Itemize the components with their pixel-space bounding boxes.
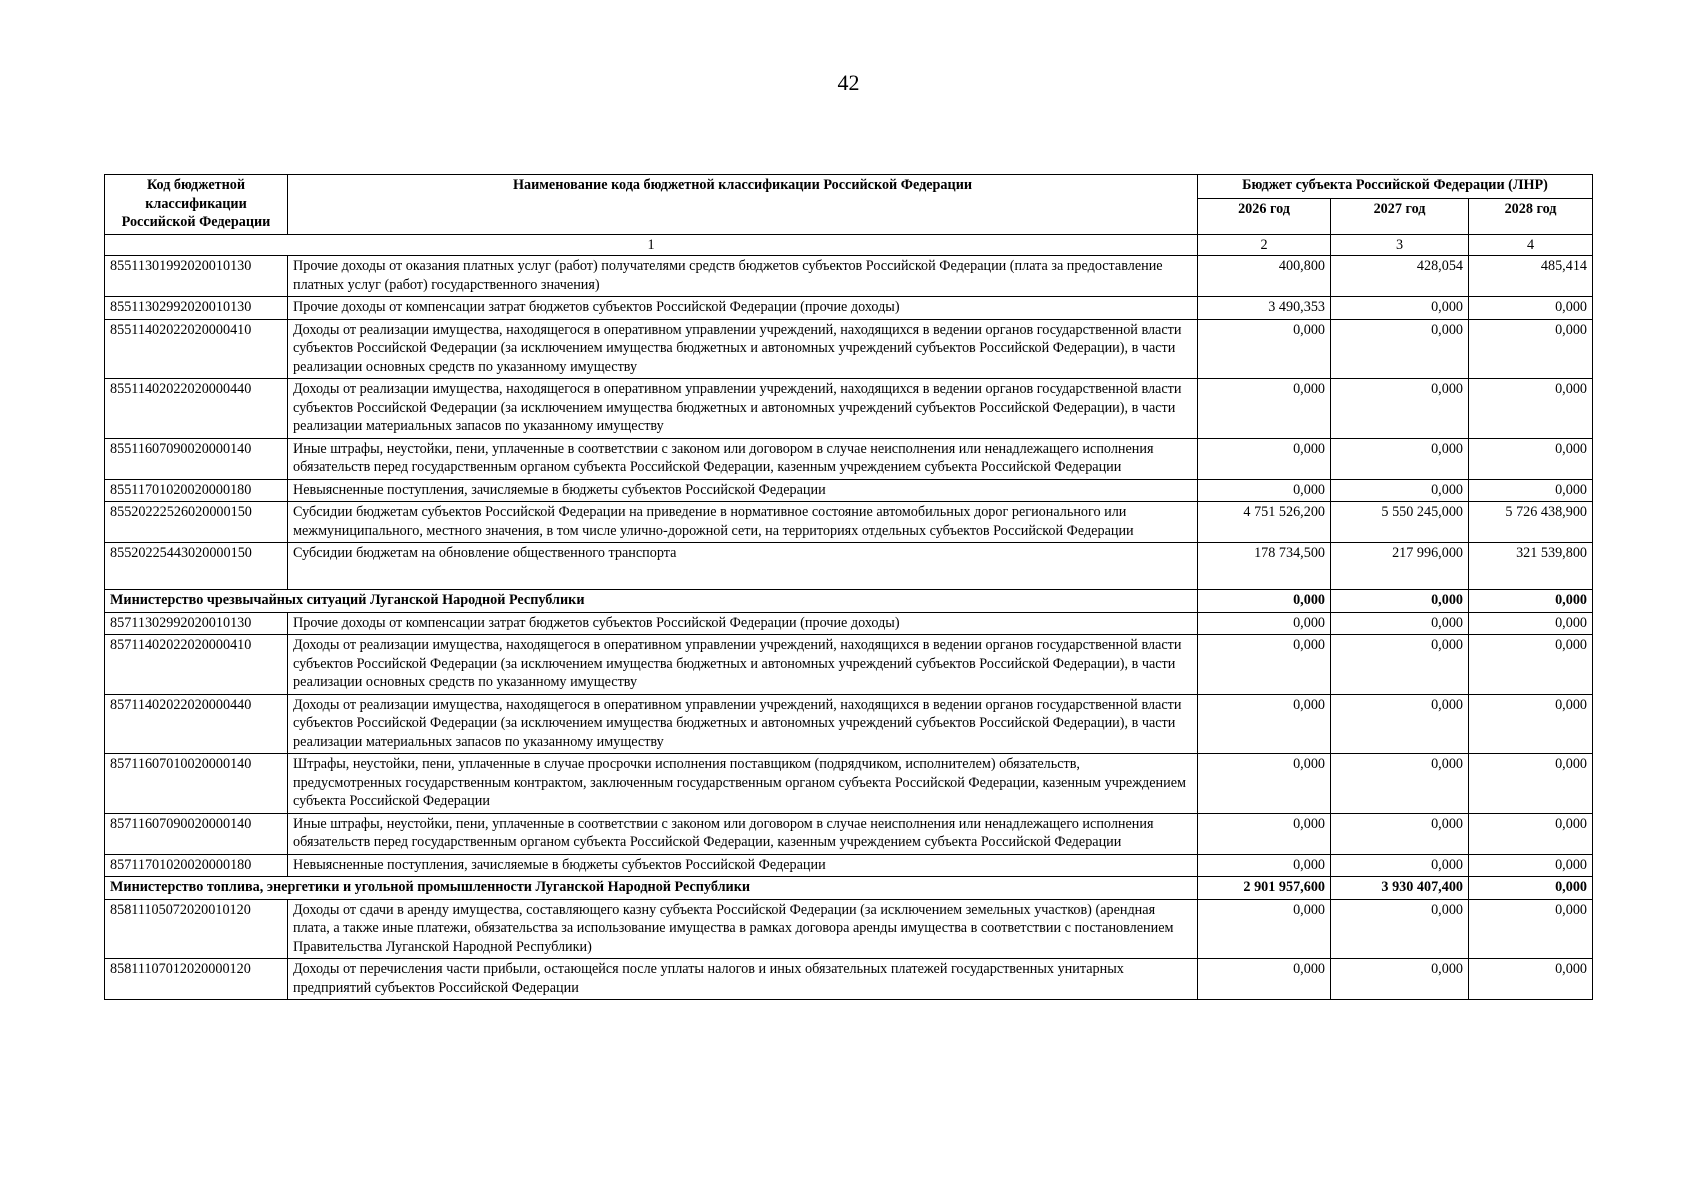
row-value-2026: 0,000 <box>1198 319 1331 379</box>
row-name: Прочие доходы от компенсации затрат бюджетов субъектов Российской Федерации (прочие доходы) <box>288 297 1198 320</box>
row-name: Невыясненные поступления, зачисляемые в бюджеты субъектов Российской Федерации <box>288 854 1198 877</box>
row-value-2027: 0,000 <box>1331 379 1469 439</box>
row-code: 85511301992020010130 <box>105 256 288 297</box>
row-code: 85711607010020000140 <box>105 754 288 814</box>
row-value-2027: 0,000 <box>1331 959 1469 1000</box>
header-budget: Бюджет субъекта Российской Федерации (ЛНР) <box>1198 175 1593 199</box>
row-value-2028: 0,000 <box>1469 297 1593 320</box>
table-row <box>105 694 1593 754</box>
section-title: Министерство топлива, энергетики и угольной промышленности Луганской Народной Республики <box>105 877 1198 900</box>
table-row <box>105 319 1593 379</box>
row-value-2028: 485,414 <box>1469 256 1593 297</box>
row-value-2028: 0,000 <box>1469 438 1593 479</box>
row-code: 85711402022020000440 <box>105 694 288 754</box>
row-name: Иные штрафы, неустойки, пени, уплаченные в соответствии с законом или договором в случае неисполнения или ненадлежащего исполнения обязательств перед государственным органом субъекта Российской Федерации, казенным учреждением субъекта Российской Федерации <box>288 438 1198 479</box>
table-row <box>105 297 1593 320</box>
table-row <box>105 502 1593 543</box>
row-value-2027: 0,000 <box>1331 297 1469 320</box>
header-name: Наименование кода бюджетной классификации Российской Федерации <box>288 175 1198 235</box>
row-value-2026: 0,000 <box>1198 438 1331 479</box>
header-code: Код бюджетной классификации Российской Федерации <box>105 175 288 235</box>
table-row <box>105 379 1593 439</box>
row-value-2028: 0,000 <box>1469 694 1593 754</box>
row-value-2027: 0,000 <box>1331 635 1469 695</box>
colnum-3: 3 <box>1331 234 1469 256</box>
table-row <box>105 543 1593 590</box>
row-name: Доходы от реализации имущества, находящегося в оперативном управлении учреждений, находящихся в ведении органов государственной власти субъектов Российской Федерации (за исключением имущества бюджетных и автономных учреждений субъектов Российской Федерации), в части реализации основных средств по указанному имуществу <box>288 319 1198 379</box>
row-name: Доходы от реализации имущества, находящегося в оперативном управлении учреждений, находящихся в ведении органов государственной власти субъектов Российской Федерации (за исключением имущества бюджетных и автономных учреждений субъектов Российской Федерации), в части реализации материальных запасов по указанному имуществу <box>288 379 1198 439</box>
row-name: Доходы от реализации имущества, находящегося в оперативном управлении учреждений, находящихся в ведении органов государственной власти субъектов Российской Федерации (за исключением имущества бюджетных и автономных учреждений субъектов Российской Федерации), в части реализации основных средств по указанному имуществу <box>288 635 1198 695</box>
section-total-2028: 0,000 <box>1469 877 1593 900</box>
row-value-2028: 0,000 <box>1469 813 1593 854</box>
column-number-row <box>105 234 1593 256</box>
section-row <box>105 590 1593 613</box>
row-name: Субсидии бюджетам субъектов Российской Федерации на приведение в нормативное состояние автомобильных дорог регионального или межмуниципального, местного значения, в том числе улично-дорожной сети, на территориях отдельных субъектов Российской Федерации <box>288 502 1198 543</box>
row-value-2027: 0,000 <box>1331 854 1469 877</box>
row-code: 85511607090020000140 <box>105 438 288 479</box>
table-row <box>105 854 1593 877</box>
row-value-2026: 0,000 <box>1198 635 1331 695</box>
row-value-2027: 0,000 <box>1331 479 1469 502</box>
section-row <box>105 877 1593 900</box>
row-code: 85520225443020000150 <box>105 543 288 590</box>
row-value-2027: 0,000 <box>1331 438 1469 479</box>
section-total-2027: 3 930 407,400 <box>1331 877 1469 900</box>
row-value-2026: 0,000 <box>1198 379 1331 439</box>
row-value-2028: 0,000 <box>1469 959 1593 1000</box>
row-value-2026: 0,000 <box>1198 854 1331 877</box>
row-code: 85511701020020000180 <box>105 479 288 502</box>
row-code: 85811105072020010120 <box>105 899 288 959</box>
row-code: 85711701020020000180 <box>105 854 288 877</box>
section-total-2026: 0,000 <box>1198 590 1331 613</box>
row-name: Доходы от перечисления части прибыли, остающейся после уплаты налогов и иных обязательных платежей государственных унитарных предприятий субъектов Российской Федерации <box>288 959 1198 1000</box>
row-value-2028: 0,000 <box>1469 319 1593 379</box>
row-value-2027: 0,000 <box>1331 813 1469 854</box>
row-value-2026: 0,000 <box>1198 612 1331 635</box>
row-value-2028: 0,000 <box>1469 854 1593 877</box>
row-value-2026: 0,000 <box>1198 813 1331 854</box>
section-total-2027: 0,000 <box>1331 590 1469 613</box>
colnum-1: 1 <box>105 234 1198 256</box>
row-code: 85520222526020000150 <box>105 502 288 543</box>
row-code: 85811107012020000120 <box>105 959 288 1000</box>
row-value-2026: 3 490,353 <box>1198 297 1331 320</box>
table-row <box>105 479 1593 502</box>
row-code: 85511402022020000440 <box>105 379 288 439</box>
row-value-2026: 0,000 <box>1198 899 1331 959</box>
row-value-2027: 0,000 <box>1331 694 1469 754</box>
table-row <box>105 612 1593 635</box>
table-row <box>105 256 1593 297</box>
row-code: 85711402022020000410 <box>105 635 288 695</box>
row-value-2026: 0,000 <box>1198 754 1331 814</box>
row-value-2026: 0,000 <box>1198 694 1331 754</box>
row-name: Доходы от реализации имущества, находящегося в оперативном управлении учреждений, находящихся в ведении органов государственной власти субъектов Российской Федерации (за исключением имущества бюджетных и автономных учреждений субъектов Российской Федерации), в части реализации материальных запасов по указанному имуществу <box>288 694 1198 754</box>
budget-table <box>104 174 1593 1000</box>
header-year-2026: 2026 год <box>1198 198 1331 234</box>
row-name: Иные штрафы, неустойки, пени, уплаченные в соответствии с законом или договором в случае неисполнения или ненадлежащего исполнения обязательств перед государственным органом субъекта Российской Федерации, казенным учреждением субъекта Российской Федерации <box>288 813 1198 854</box>
row-value-2027: 217 996,000 <box>1331 543 1469 590</box>
row-name: Прочие доходы от оказания платных услуг (работ) получателями средств бюджетов субъектов Российской Федерации (плата за предоставление платных услуг (работ) государственного значения) <box>288 256 1198 297</box>
table-row <box>105 438 1593 479</box>
row-code: 85511302992020010130 <box>105 297 288 320</box>
header-year-2028: 2028 год <box>1469 198 1593 234</box>
row-value-2027: 5 550 245,000 <box>1331 502 1469 543</box>
page-number: 42 <box>837 70 860 95</box>
section-total-2026: 2 901 957,600 <box>1198 877 1331 900</box>
table-row <box>105 959 1593 1000</box>
table-row <box>105 635 1593 695</box>
row-value-2028: 0,000 <box>1469 612 1593 635</box>
row-code: 85711607090020000140 <box>105 813 288 854</box>
row-value-2028: 5 726 438,900 <box>1469 502 1593 543</box>
row-value-2026: 0,000 <box>1198 959 1331 1000</box>
row-name: Прочие доходы от компенсации затрат бюджетов субъектов Российской Федерации (прочие доходы) <box>288 612 1198 635</box>
row-name: Штрафы, неустойки, пени, уплаченные в случае просрочки исполнения поставщиком (подрядчиком, исполнителем) обязательств, предусмотренных государственным контрактом, заключенным государственным органом субъекта Российской Федерации, казенным учреждением субъекта Российской Федерации <box>288 754 1198 814</box>
row-value-2027: 428,054 <box>1331 256 1469 297</box>
row-value-2026: 400,800 <box>1198 256 1331 297</box>
row-value-2026: 178 734,500 <box>1198 543 1331 590</box>
row-name: Субсидии бюджетам на обновление общественного транспорта <box>288 543 1198 590</box>
row-value-2026: 4 751 526,200 <box>1198 502 1331 543</box>
row-value-2027: 0,000 <box>1331 612 1469 635</box>
row-value-2028: 0,000 <box>1469 899 1593 959</box>
row-value-2027: 0,000 <box>1331 319 1469 379</box>
row-name: Невыясненные поступления, зачисляемые в бюджеты субъектов Российской Федерации <box>288 479 1198 502</box>
row-value-2027: 0,000 <box>1331 899 1469 959</box>
row-value-2027: 0,000 <box>1331 754 1469 814</box>
header-year-2027: 2027 год <box>1331 198 1469 234</box>
table-row <box>105 899 1593 959</box>
table-row <box>105 813 1593 854</box>
row-value-2026: 0,000 <box>1198 479 1331 502</box>
row-value-2028: 321 539,800 <box>1469 543 1593 590</box>
row-value-2028: 0,000 <box>1469 635 1593 695</box>
section-total-2028: 0,000 <box>1469 590 1593 613</box>
row-value-2028: 0,000 <box>1469 754 1593 814</box>
row-name: Доходы от сдачи в аренду имущества, составляющего казну субъекта Российской Федерации (за исключением земельных участков) (арендная плата, а также иные платежи, обязательства за использование имущества в рамках договора аренды имущества в соответствии с постановлением Правительства Луганской Народной Республики) <box>288 899 1198 959</box>
section-title: Министерство чрезвычайных ситуаций Луганской Народной Республики <box>105 590 1198 613</box>
row-value-2028: 0,000 <box>1469 479 1593 502</box>
row-code: 85511402022020000410 <box>105 319 288 379</box>
colnum-2: 2 <box>1198 234 1331 256</box>
row-code: 85711302992020010130 <box>105 612 288 635</box>
table-row <box>105 754 1593 814</box>
row-value-2028: 0,000 <box>1469 379 1593 439</box>
colnum-4: 4 <box>1469 234 1593 256</box>
